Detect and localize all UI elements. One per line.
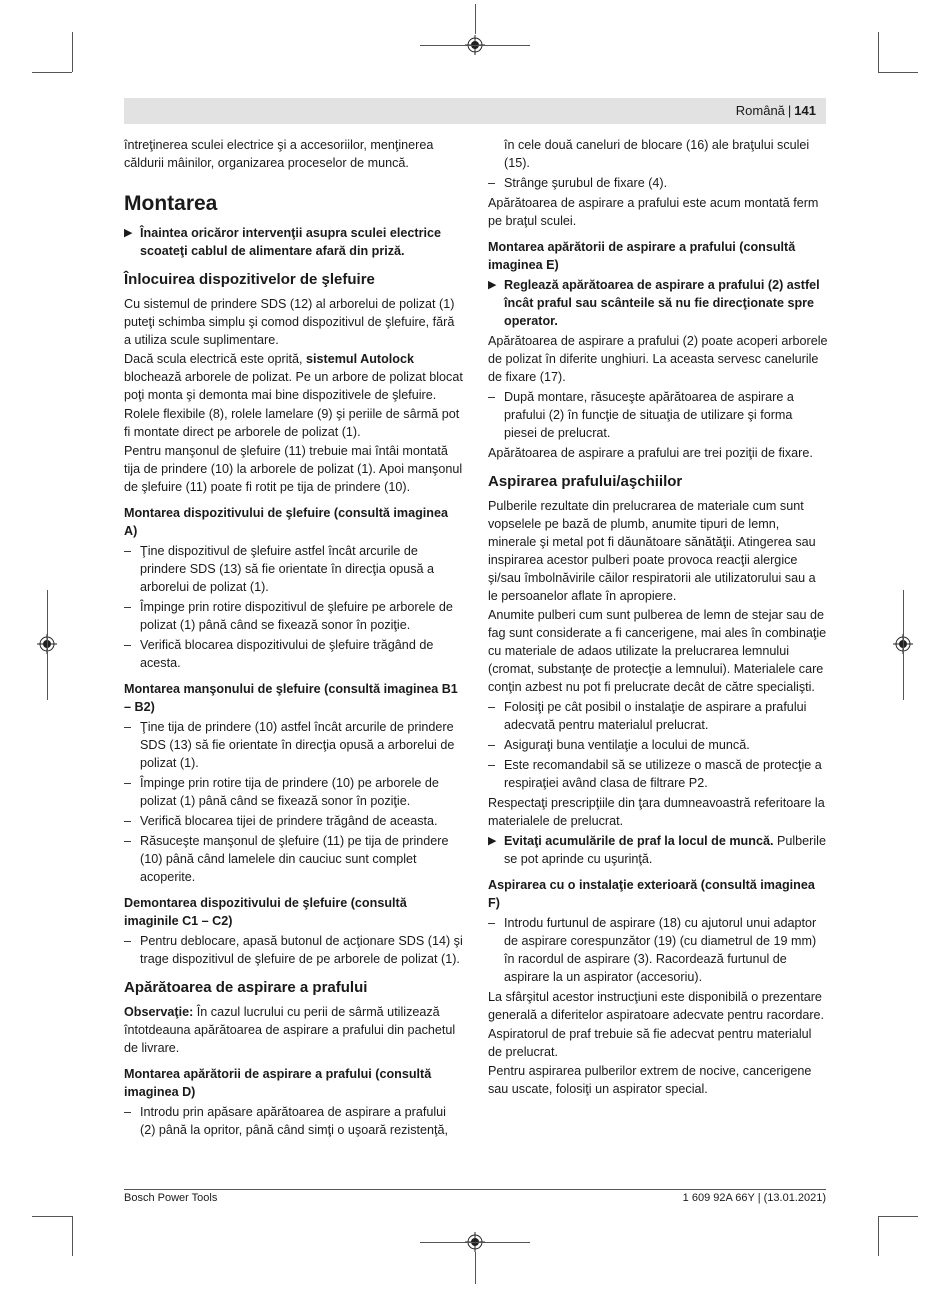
procedure-heading: Aspirarea cu o instalaţie exterioară (consultă imaginea F) [488,878,815,910]
list-item-text: Pentru deblocare, apasă butonul de acţionare SDS (14) şi trage dispozitivul de şlefuire de pe arborele de polizat (1). [140,934,463,966]
warning-text: Înaintea oricăror intervenţii asupra sculei electrice scoateţi cablul de alimentare afară din priză. [140,226,441,258]
crop-mark [878,32,879,72]
list-item: – Asiguraţi buna ventilaţie a locului de muncă. [488,738,750,752]
procedure-heading: Demontarea dispozitivului de şlefuire (consultă imaginile C1 – C2) [124,896,407,928]
list-item-text: Introdu furtunul de aspirare (18) cu ajutorul unui adaptor de aspirare corespunzător (19) (cu diametrul de 19 mm) în racordul de aspirare (3). Racordează furtunul de aspirare la un aspirator (accesoriu). [504,916,817,984]
paragraph: Pentru manşonul de şlefuire (11) trebuie mai întâi montată tija de prindere (10) la arborele de polizat (1). Apoi manşonul de şlefuire (11) poate fi rotit pe tija de prindere (10). [124,444,463,494]
list-item: – Verifică blocarea dispozitivului de şlefuire trăgând de acesta. [124,638,434,670]
paragraph: în cele două caneluri de blocare (16) ale braţului sculei (15). [504,138,810,170]
footer-doc-id: 1 609 92A 66Y | (13.01.2021) [682,1192,826,1204]
warning-text: Reglează apărătoarea de aspirare a prafului (2) astfel încât praful sau scânteile să nu fie direcţionate spre operator. [504,278,820,328]
header-bar [124,98,826,124]
crop-mark [32,72,72,73]
warning-item [488,832,828,868]
list-item: – Folosiţi pe cât posibil o instalaţie de aspirare a prafului adecvată pentru materialul prelucrat. [488,700,807,732]
text-run: Dacă scula electrică este oprită, [124,352,306,366]
list-item: – Ţine tija de prindere (10) astfel încât arcurile de prindere SDS (13) să fie orientate în direcţia opusă a arborelui de polizat (1). [124,720,455,770]
list-item-text: Verifică blocarea tijei de prindere trăgând de aceasta. [140,814,438,828]
list-item: – Ţine dispozitivul de şlefuire astfel încât arcurile de prindere SDS (13) să fie orientate în direcţia opusă a arborelui de polizat (1). [124,544,435,594]
list-item-text: Împinge prin rotire dispozitivul de şlefuire pe arborele de polizat (1) până când se fixează sonor în poziţie. [140,600,453,632]
arrow-right-icon: ▶ [488,279,497,291]
crop-mark [475,4,476,34]
crop-mark [72,1216,73,1256]
list-item: – Introdu furtunul de aspirare (18) cu ajutorul unui adaptor de aspirare corespunzător (19) (cu diametrul de 19 mm) în racordul de aspirare (3). Racordează furtunul de aspirare la un aspirator (accesoriu). [488,916,817,984]
list-item-text: Împinge prin rotire tija de prindere (10) pe arborele de polizat (1) până când se fixează sonor în poziţie. [140,776,439,808]
crop-mark [47,590,48,700]
list-item-text: Introdu prin apăsare apărătoarea de aspirare a prafului (2) până la opritor, până când simţi o uşoară rezistenţă, [140,1105,449,1137]
section-title: Montarea [124,192,218,215]
note-label: Observaţie: [124,1005,194,1019]
paragraph: Apărătoarea de aspirare a prafului are trei poziţii de fixare. [488,446,813,460]
list-item-text: Ţine tija de prindere (10) astfel încât arcurile de prindere SDS (13) să fie orientate în direcţia opusă a arborelui de polizat (1). [140,720,455,770]
arrow-right-icon: ▶ [124,227,133,239]
crop-mark [420,45,530,46]
bold-text: sistemul Autolock [306,352,414,366]
procedure-heading: Montarea dispozitivului de şlefuire (consultă imaginea A) [124,506,449,538]
arrow-right-icon: ▶ [488,835,497,847]
list-item: – Răsuceşte manşonul de şlefuire (11) pe tija de prindere (10) până când lamelele din cauciuc sunt complet acoperite. [124,834,449,884]
crop-mark [878,1216,918,1217]
procedure-heading: Montarea manşonului de şlefuire (consultă imaginea B1 – B2) [124,682,458,714]
list-item: – Împinge prin rotire dispozitivul de şlefuire pe arborele de polizat (1) până când se fixează sonor în poziţie. [124,600,453,632]
subsection-title: Aspirarea prafului/aşchiilor [488,473,683,490]
list-item-text: Ţine dispozitivul de şlefuire astfel încât arcurile de prindere SDS (13) să fie orientate în direcţia opusă a arborelui de polizat (1). [140,544,435,594]
list-item: – Împinge prin rotire tija de prindere (10) pe arborele de polizat (1) până când se fixează sonor în poziţie. [124,776,439,808]
paragraph: Anumite pulberi cum sunt pulberea de lemn de stejar sau de fag sunt considerate a fi cancerigene, mai ales în combinaţie cu materiale de adaos utilizate la prelucrarea lemnului (cromat, substanţe de protecţie a lemnului). Materialele care conţin azbest nu pot fi prelucrate decât de către specialişti. [488,608,827,694]
list-item: – Pentru deblocare, apasă butonul de acţionare SDS (14) şi trage dispozitivul de şlefuire de pe arborele de polizat (1). [124,934,463,966]
paragraph [124,350,464,404]
warning-item [488,276,828,330]
note-text: În cazul lucrului cu perii de sârmă utilizează întotdeauna apărătoarea de aspirare a prafului din pachetul de livrare. [124,1005,456,1055]
paragraph: Aspiratorul de praf trebuie să fie adecvat pentru materialul de prelucrat. [488,1027,812,1059]
note-paragraph [124,1003,464,1057]
crop-mark [475,1252,476,1284]
paragraph: Respectaţi prescripţiile din ţara dumneavoastră referitoare la materialele de prelucrat. [488,796,825,828]
warning-text-normal: Pulberile se pot aprinde cu uşurinţă. [504,834,826,866]
crop-mark [72,32,73,72]
crop-mark [903,590,904,700]
left-column [124,136,464,1141]
subsection-title: Apărătoarea de aspirare a prafului [124,979,368,996]
procedure-heading: Montarea apărătorii de aspirare a prafului (consultă imaginea E) [488,240,796,272]
list-item: – Strânge şurubul de fixare (4). [488,176,668,190]
right-column [488,136,828,1099]
procedure-heading: Montarea apărătorii de aspirare a prafului (consultă imaginea D) [124,1067,432,1099]
list-item-text: Este recomandabil să se utilizeze o mască de protecţie a respiraţiei având clasa de filtrare P2. [504,758,822,790]
paragraph: Pentru aspirarea pulberilor extrem de nocive, cancerigene sau uscate, folosiţi un aspirator special. [488,1064,812,1096]
warning-item [124,224,464,260]
list-item-text: Strânge şurubul de fixare (4). [504,176,668,190]
running-header: Română | 141 [735,103,816,118]
list-item: – Este recomandabil să se utilizeze o mască de protecţie a respiraţiei având clasa de filtrare P2. [488,758,822,790]
paragraph: Apărătoarea de aspirare a prafului (2) poate acoperi arborele de polizat în diferite unghiuri. La aceasta servesc canelurile de fixare (17). [488,334,828,384]
subsection-title: Înlocuirea dispozitivelor de şlefuire [124,271,375,288]
header-language: Română [735,103,785,118]
list-item: – După montare, răsuceşte apărătoarea de aspirare a prafului (2) în funcţie de situaţia de utilizare şi forma piesei de prelucrat. [488,390,794,440]
page-number: 141 [794,103,816,118]
footer-brand: Bosch Power Tools [124,1192,218,1204]
crop-mark [32,1216,72,1217]
paragraph: Rolele flexibile (8), rolele lamelare (9) şi periile de sârmă pot fi montate direct pe arborele de polizat (1). [124,407,460,439]
list-item-text: Răsuceşte manşonul de şlefuire (11) pe tija de prindere (10) până când lamelele din cauciuc sunt complet acoperite. [140,834,449,884]
text-run: blochează arborele de polizat. Pe un arbore de polizat blocat poţi monta şi demonta mai bine dispozitivele de şlefuire. [124,370,463,402]
list-item-text: Asiguraţi buna ventilaţie a locului de muncă. [504,738,750,752]
crop-mark [420,1242,530,1243]
intro-paragraph: întreţinerea sculei electrice şi a accesoriilor, menţinerea căldurii mâinilor, organizarea proceselor de muncă. [124,138,434,170]
list-item-text: Verifică blocarea dispozitivului de şlefuire trăgând de acesta. [140,638,434,670]
paragraph: Cu sistemul de prindere SDS (12) al arborelui de polizat (1) puteţi schimba simplu şi comod dispozitivul de şlefuire, fără a utiliza scule suplimentare. [124,297,455,347]
paragraph: La sfârşitul acestor instrucţiuni este disponibilă o prezentare generală a diferitelor aspiratoare adecvate pentru racordare. [488,990,825,1022]
list-item-text: După montare, răsuceşte apărătoarea de aspirare a prafului (2) în funcţie de situaţia de utilizare şi forma piesei de prelucrat. [504,390,794,440]
list-item-text: Folosiţi pe cât posibil o instalaţie de aspirare a prafului adecvată pentru materialul prelucrat. [504,700,807,732]
list-item: – Introdu prin apăsare apărătoarea de aspirare a prafului (2) până la opritor, până când simţi o uşoară rezistenţă, [124,1105,449,1137]
crop-mark [878,72,918,73]
list-item: – Verifică blocarea tijei de prindere trăgând de aceasta. [124,814,438,828]
crop-mark [878,1216,879,1256]
footer-rule [124,1189,826,1190]
warning-text: Evitaţi acumulările de praf la locul de muncă. [504,834,774,848]
paragraph: Pulberile rezultate din prelucrarea de materiale cum sunt vopselele pe bază de plumb, anumite tipuri de lemn, minerale şi metal pot fi dăunătoare sănătăţii. Atingerea sau inspirarea acestor pulberi poate provoca reacţii alergice şi/sau îmbolnăvirile căilor respiratorii ale utilizatorului sau a le persoanelor aflate în apropiere. [488,499,816,603]
paragraph: Apărătoarea de aspirare a prafului este acum montată ferm pe braţul sculei. [488,196,819,228]
